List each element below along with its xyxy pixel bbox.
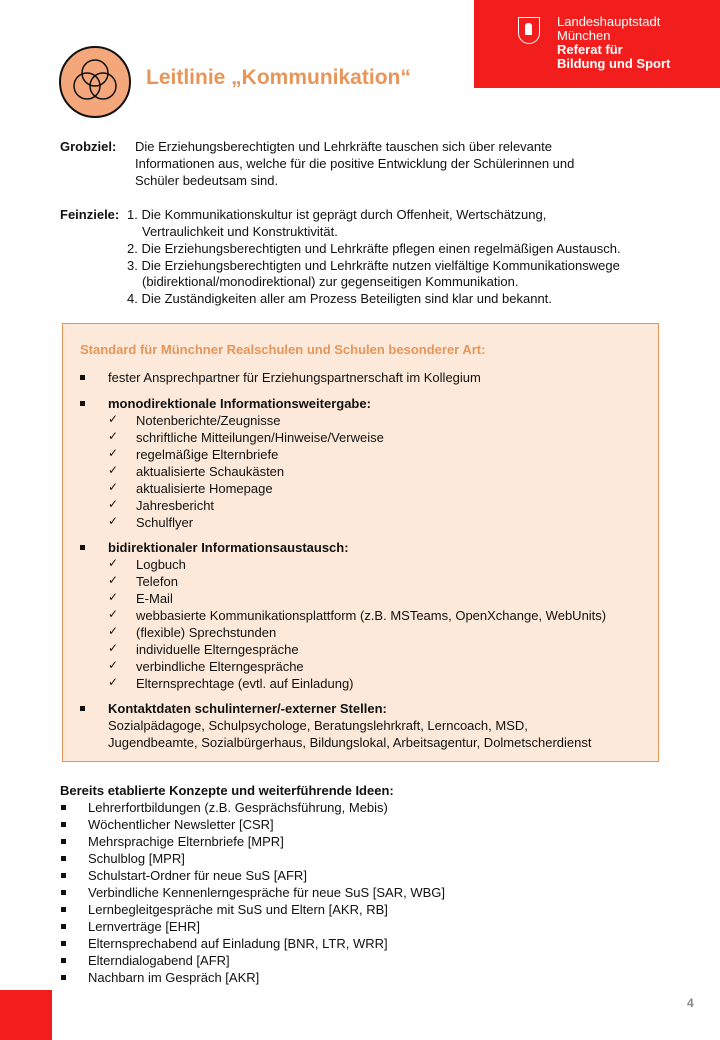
- check-icon: ✓: [108, 556, 119, 570]
- check-icon: ✓: [108, 590, 119, 604]
- feinziel-line: (bidirektional/monodirektional) zur gegenseitigen Kommunikation.: [142, 274, 519, 289]
- feinziel-line: 1. Die Kommunikationskultur ist geprägt durch Offenheit, Wertschätzung,: [127, 207, 547, 222]
- city-logo: [474, 0, 720, 88]
- konzept-item: Schulblog [MPR]: [88, 851, 185, 866]
- feinziel-line: 3. Die Erziehungsberechtigten und Lehrkräfte nutzen vielfältige Kommunikationswege: [127, 258, 620, 273]
- konzept-item: Wöchentlicher Newsletter [CSR]: [88, 817, 274, 832]
- kontakt-line: Jugendbeamte, Sozialbürgerhaus, Bildungslokal, Arbeitsagentur, Dolmetscherdienst: [108, 735, 592, 750]
- bullet-icon: [61, 856, 66, 861]
- konzept-item: Lehrerfortbildungen (z.B. Gesprächsführung, Mebis): [88, 800, 388, 815]
- mono-item: Schulflyer: [136, 515, 194, 530]
- feinziele-label: Feinziele:: [60, 207, 120, 222]
- check-icon: ✓: [108, 497, 119, 511]
- feinziel-line: 2. Die Erziehungsberechtigten und Lehrkräfte pflegen einen regelmäßigen Austausch.: [127, 241, 621, 256]
- check-icon: ✓: [108, 514, 119, 528]
- bullet-icon: [80, 375, 85, 380]
- mono-item: Jahresbericht: [136, 498, 215, 513]
- standard-title: Standard für Münchner Realschulen und Schulen besonderer Art:: [80, 342, 486, 357]
- bullet-icon: [61, 907, 66, 912]
- check-icon: ✓: [108, 573, 119, 587]
- logo-line-4: Bildung und Sport: [557, 56, 671, 71]
- bullet-icon: [61, 890, 66, 895]
- konzept-item: Mehrsprachige Elternbriefe [MPR]: [88, 834, 284, 849]
- bullet-icon: [61, 805, 66, 810]
- check-icon: ✓: [108, 607, 119, 621]
- bullet-icon: [61, 975, 66, 980]
- konzept-item: Elterndialogabend [AFR]: [88, 953, 230, 968]
- bi-item: (flexible) Sprechstunden: [136, 625, 277, 640]
- check-icon: ✓: [108, 463, 119, 477]
- bullet-icon: [80, 706, 85, 711]
- grobziel-label: Grobziel:: [60, 139, 117, 154]
- bullet-icon: [80, 545, 85, 550]
- munich-crest-icon: [518, 17, 540, 44]
- check-icon: ✓: [108, 624, 119, 638]
- bi-item: Telefon: [136, 574, 178, 589]
- three-circles-icon: [58, 45, 132, 119]
- bi-item: webbasierte Kommunikationsplattform (z.B. MSTeams, OpenXchange, WebUnits): [136, 608, 607, 623]
- mono-item: schriftliche Mitteilungen/Hinweise/Verweise: [136, 430, 384, 445]
- bullet-icon: [80, 401, 85, 406]
- bi-item: Elternsprechtage (evtl. auf Einladung): [136, 676, 354, 691]
- mono-item: aktualisierte Schaukästen: [136, 464, 285, 479]
- check-icon: ✓: [108, 641, 119, 655]
- bullet-icon: [61, 873, 66, 878]
- bi-item: Logbuch: [136, 557, 186, 572]
- mono-item: aktualisierte Homepage: [136, 481, 273, 496]
- standard-item: fester Ansprechpartner für Erziehungspartnerschaft im Kollegium: [108, 370, 481, 385]
- grobziel-line: Schüler bedeutsam sind.: [135, 173, 279, 188]
- red-corner-decoration: [0, 990, 52, 1040]
- grobziel-line: Die Erziehungsberechtigten und Lehrkräfte tauschen sich über relevante: [135, 139, 552, 154]
- konzepte-heading: Bereits etablierte Konzepte und weiterführende Ideen:: [60, 783, 394, 798]
- feinziel-line: 4. Die Zuständigkeiten aller am Prozess Beteiligten sind klar und bekannt.: [127, 291, 552, 306]
- bullet-icon: [61, 822, 66, 827]
- logo-line-1: Landeshauptstadt: [557, 14, 661, 29]
- kontakt-line: Sozialpädagoge, Schulpsychologe, Beratungslehrkraft, Lerncoach, MSD,: [108, 718, 528, 733]
- feinziel-line: Vertraulichkeit und Konstruktivität.: [142, 224, 338, 239]
- bullet-icon: [61, 924, 66, 929]
- bullet-icon: [61, 941, 66, 946]
- konzept-item: Verbindliche Kennenlerngespräche für neue SuS [SAR, WBG]: [88, 885, 445, 900]
- konzept-item: Elternsprechabend auf Einladung [BNR, LTR, WRR]: [88, 936, 388, 951]
- konzept-item: Lernbegleitgespräche mit SuS und Eltern [AKR, RB]: [88, 902, 388, 917]
- check-icon: ✓: [108, 446, 119, 460]
- konzept-item: Lernverträge [EHR]: [88, 919, 200, 934]
- grobziel-line: Informationen aus, welche für die positive Entwicklung der Schülerinnen und: [135, 156, 575, 171]
- check-icon: ✓: [108, 480, 119, 494]
- bi-item: individuelle Elterngespräche: [136, 642, 299, 657]
- page-title: Leitlinie „Kommunikation“: [146, 66, 411, 89]
- bi-heading: bidirektionaler Informationsaustausch:: [108, 540, 349, 555]
- check-icon: ✓: [108, 412, 119, 426]
- bi-item: verbindliche Elterngespräche: [136, 659, 304, 674]
- kontakt-heading: Kontaktdaten schulinterner/-externer Stellen:: [108, 701, 387, 716]
- konzept-item: Schulstart-Ordner für neue SuS [AFR]: [88, 868, 307, 883]
- bi-item: E-Mail: [136, 591, 173, 606]
- bullet-icon: [61, 958, 66, 963]
- konzept-item: Nachbarn im Gespräch [AKR]: [88, 970, 260, 985]
- page-number: 4: [687, 996, 694, 1010]
- standard-box: [62, 323, 659, 762]
- bullet-icon: [61, 839, 66, 844]
- logo-line-2: München: [557, 28, 611, 43]
- check-icon: ✓: [108, 675, 119, 689]
- mono-heading: monodirektionale Informationsweitergabe:: [108, 396, 371, 411]
- logo-line-3: Referat für: [557, 42, 623, 57]
- mono-item: regelmäßige Elternbriefe: [136, 447, 279, 462]
- mono-item: Notenberichte/Zeugnisse: [136, 413, 281, 428]
- check-icon: ✓: [108, 658, 119, 672]
- check-icon: ✓: [108, 429, 119, 443]
